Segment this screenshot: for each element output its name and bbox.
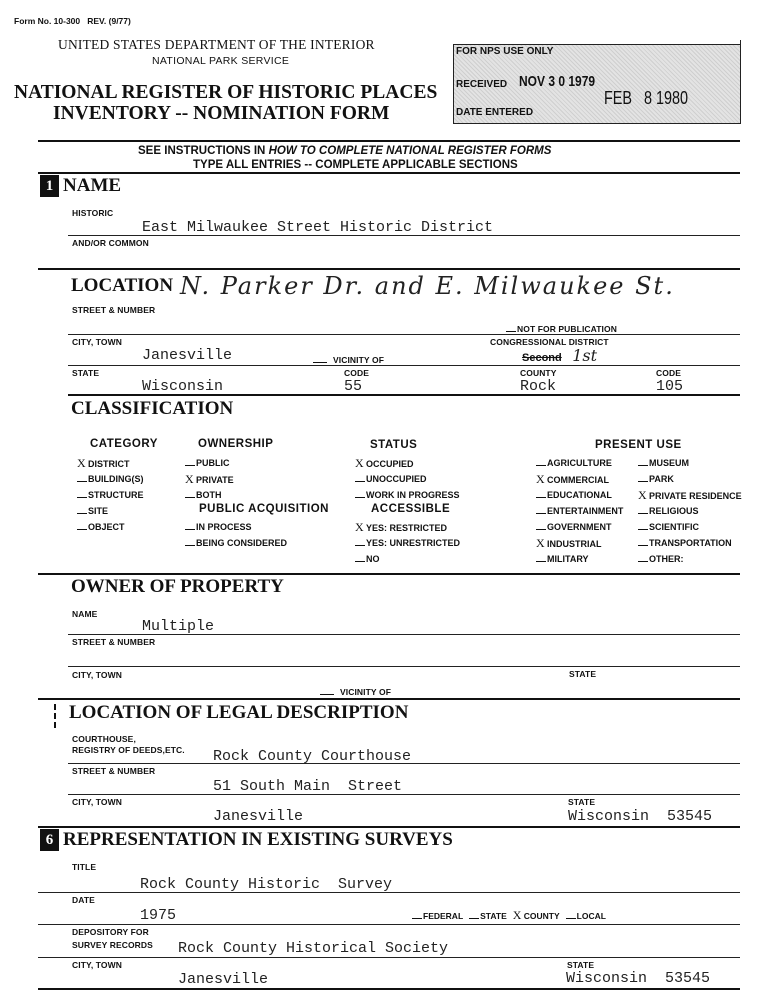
checkbox-blank xyxy=(638,473,648,482)
courthouse-field[interactable]: Rock County Courthouse xyxy=(213,748,412,765)
check-mark-icon: X xyxy=(355,520,364,534)
present-use-col2 xyxy=(638,455,742,567)
checkbox-blank xyxy=(313,354,327,363)
checkbox-blank xyxy=(320,686,334,695)
depository-field[interactable]: Rock County Historical Society xyxy=(178,940,449,957)
check-mark-icon: X xyxy=(355,456,364,470)
section-name-heading xyxy=(40,175,121,197)
county-label: COUNTY xyxy=(520,368,557,378)
status-heading: STATUS xyxy=(370,439,418,451)
accessible-options xyxy=(355,519,460,567)
checkbox-option[interactable] xyxy=(77,519,144,535)
section-marker xyxy=(54,704,56,728)
checkbox-option[interactable] xyxy=(536,471,623,487)
checkbox-option[interactable] xyxy=(536,535,623,551)
checkbox-option[interactable] xyxy=(513,907,560,923)
checkbox-option[interactable] xyxy=(185,519,287,535)
status-options xyxy=(355,455,460,503)
option-label: AGRICULTURE xyxy=(547,458,612,468)
checkbox-option[interactable] xyxy=(355,551,460,567)
checkbox-option[interactable] xyxy=(185,455,234,471)
option-label: RELIGIOUS xyxy=(649,506,699,516)
not-for-publication-label: NOT FOR PUBLICATION xyxy=(517,324,617,334)
congressional-district-label: CONGRESSIONAL DISTRICT xyxy=(490,337,609,347)
option-label: BEING CONSIDERED xyxy=(196,538,288,548)
option-label: BOTH xyxy=(196,490,222,500)
owner-city-label: CITY, TOWN xyxy=(72,670,122,680)
classification-section-title: CLASSIFICATION xyxy=(71,398,234,419)
state-label: STATE xyxy=(72,368,100,378)
option-label: DISTRICT xyxy=(88,459,130,469)
public-acquisition-heading: PUBLIC ACQUISITION xyxy=(199,503,329,515)
state-code-label: CODE xyxy=(344,368,369,378)
legal-state-field[interactable]: Wisconsin 53545 xyxy=(568,808,713,825)
checkbox-blank xyxy=(566,910,576,919)
form-title-line1: NATIONAL REGISTER OF HISTORIC PLACES xyxy=(14,82,438,103)
option-label: PUBLIC xyxy=(196,458,230,468)
divider xyxy=(38,988,740,990)
option-label: SITE xyxy=(88,506,109,516)
checkbox-option[interactable] xyxy=(638,551,742,567)
vicinity-option[interactable] xyxy=(313,354,384,365)
divider xyxy=(38,698,740,700)
checkbox-blank xyxy=(536,457,546,466)
section-number-badge: 6 xyxy=(40,829,59,851)
checkbox-option[interactable] xyxy=(536,487,623,503)
option-label: WORK IN PROGRESS xyxy=(366,490,460,500)
divider xyxy=(68,394,740,396)
form-number: Form No. 10-300 REV. (9/77) xyxy=(14,16,131,26)
instructions-prefix: SEE INSTRUCTIONS IN xyxy=(138,143,269,157)
county-code-label: CODE xyxy=(656,368,681,378)
checkbox-option[interactable] xyxy=(185,535,287,551)
street-number-label: STREET & NUMBER xyxy=(72,305,156,315)
checkbox-blank xyxy=(185,457,195,466)
divider xyxy=(38,172,740,174)
checkbox-option[interactable] xyxy=(638,487,742,503)
option-label: TRANSPORTATION xyxy=(649,538,732,548)
city-town-field[interactable]: Janesville xyxy=(142,347,233,364)
legal-city-label: CITY, TOWN xyxy=(72,797,122,807)
checkbox-blank xyxy=(412,910,422,919)
legal-street-label: STREET & NUMBER xyxy=(72,766,156,776)
instructions-line1 xyxy=(138,143,551,157)
checkbox-option[interactable] xyxy=(185,487,234,503)
ownership-heading: OWNERSHIP xyxy=(198,438,274,450)
owner-vicinity-option[interactable] xyxy=(320,686,391,697)
received-stamp: NOV 3 0 1979 xyxy=(519,73,596,90)
state-field[interactable]: Wisconsin xyxy=(142,378,224,395)
owner-state-label: STATE xyxy=(569,669,597,679)
instructions-book-title: HOW TO COMPLETE NATIONAL REGISTER FORMS xyxy=(268,143,552,157)
checkbox-blank xyxy=(77,521,87,530)
struck-district: Second xyxy=(522,352,562,364)
field-line xyxy=(68,763,740,764)
city-town-label: CITY, TOWN xyxy=(72,337,122,347)
field-line xyxy=(38,892,740,893)
checkbox-option[interactable] xyxy=(77,471,144,487)
checkbox-blank xyxy=(536,505,546,514)
option-label: MILITARY xyxy=(547,554,589,564)
survey-title-field[interactable]: Rock County Historic Survey xyxy=(140,876,393,893)
checkbox-option[interactable] xyxy=(77,487,144,503)
option-label: OTHER: xyxy=(649,554,684,564)
option-label: EDUCATIONAL xyxy=(547,490,612,500)
location-section-title: LOCATION xyxy=(71,275,174,296)
category-heading: CATEGORY xyxy=(90,438,158,450)
option-label: NO xyxy=(366,554,380,564)
checkbox-blank xyxy=(536,553,546,562)
option-label: SCIENTIFIC xyxy=(649,522,700,532)
check-mark-icon: X xyxy=(512,908,522,922)
option-label: FEDERAL xyxy=(423,911,464,921)
checkbox-option[interactable] xyxy=(412,908,463,924)
received-label: RECEIVED xyxy=(456,79,508,90)
survey-city-field[interactable]: Janesville xyxy=(178,971,269,988)
checkbox-blank xyxy=(185,537,195,546)
checkbox-blank xyxy=(638,537,648,546)
checkbox-option[interactable] xyxy=(355,535,460,551)
checkbox-option[interactable] xyxy=(638,535,742,551)
legal-state-label: STATE xyxy=(568,797,596,807)
congressional-district-field[interactable] xyxy=(522,346,597,366)
survey-state-field[interactable]: Wisconsin 53545 xyxy=(566,970,711,987)
state-code-field[interactable]: 55 xyxy=(344,378,363,395)
checkbox-blank xyxy=(536,489,546,498)
survey-date-label: DATE xyxy=(72,895,95,905)
survey-state-label: STATE xyxy=(567,960,595,970)
field-line xyxy=(38,957,740,958)
checkbox-blank xyxy=(536,521,546,530)
owner-street-label: STREET & NUMBER xyxy=(72,637,156,647)
check-mark-icon: X xyxy=(638,488,647,502)
checkbox-blank xyxy=(355,489,365,498)
option-label: ENTERTAINMENT xyxy=(547,506,624,516)
checkbox-option[interactable] xyxy=(355,519,460,535)
checkbox-option[interactable] xyxy=(355,487,460,503)
present-use-col1 xyxy=(536,455,623,567)
not-for-publication-option[interactable] xyxy=(506,323,617,334)
nps-box-right-edge xyxy=(740,40,741,124)
option-label: COUNTY xyxy=(523,911,560,921)
field-line xyxy=(68,634,740,635)
section-number-badge: 1 xyxy=(40,175,59,197)
checkbox-option[interactable] xyxy=(638,503,742,519)
option-label: OBJECT xyxy=(88,522,125,532)
district-handwritten: 1st xyxy=(572,346,598,365)
option-label: PRIVATE RESIDENCE xyxy=(649,491,742,501)
option-label: GOVERNMENT xyxy=(547,522,612,532)
section-title: REPRESENTATION IN EXISTING SURVEYS xyxy=(63,829,453,850)
present-use-heading: PRESENT USE xyxy=(595,439,682,451)
checkbox-blank xyxy=(77,489,87,498)
public-acquisition-options xyxy=(185,519,287,551)
county-code-field[interactable]: 105 xyxy=(656,378,684,395)
option-label: STRUCTURE xyxy=(88,490,144,500)
checkbox-option[interactable] xyxy=(536,503,623,519)
survey-city-label: CITY, TOWN xyxy=(72,960,122,970)
form-title-line2: INVENTORY -- NOMINATION FORM xyxy=(53,103,390,124)
option-label: PARK xyxy=(649,474,674,484)
checkbox-option[interactable] xyxy=(536,455,623,471)
checkbox-blank xyxy=(185,489,195,498)
field-line xyxy=(68,794,740,795)
checkbox-blank xyxy=(355,473,365,482)
checkbox-option[interactable] xyxy=(638,519,742,535)
date-entered-label: DATE ENTERED xyxy=(456,107,534,118)
option-label: COMMERCIAL xyxy=(547,475,609,485)
department-name: UNITED STATES DEPARTMENT OF THE INTERIOR xyxy=(58,37,375,52)
checkbox-blank xyxy=(638,505,648,514)
divider xyxy=(38,140,740,142)
instructions-line2: TYPE ALL ENTRIES -- COMPLETE APPLICABLE SECTIONS xyxy=(193,157,518,171)
checkbox-option[interactable] xyxy=(469,908,507,924)
divider xyxy=(38,573,740,575)
checkbox-option[interactable] xyxy=(638,455,742,471)
survey-title-label: TITLE xyxy=(72,862,97,872)
checkbox-blank xyxy=(506,323,516,332)
owner-vicinity-label: VICINITY OF xyxy=(340,687,392,697)
check-mark-icon: X xyxy=(536,472,545,486)
checkbox-option[interactable] xyxy=(185,471,234,487)
checkbox-blank xyxy=(77,473,87,482)
depository-label-1: DEPOSITORY FOR xyxy=(72,927,149,937)
checkbox-blank xyxy=(638,553,648,562)
category-options xyxy=(77,455,144,535)
entered-stamp: FEB 8 1980 xyxy=(604,88,689,108)
courthouse-label-1: COURTHOUSE, xyxy=(72,734,136,744)
checkbox-blank xyxy=(77,505,87,514)
checkbox-option[interactable] xyxy=(355,455,460,471)
checkbox-blank xyxy=(355,553,365,562)
field-line xyxy=(68,365,740,366)
checkbox-option[interactable] xyxy=(638,471,742,487)
survey-level-options xyxy=(412,906,612,924)
option-label: UNOCCUPIED xyxy=(366,474,427,484)
checkbox-blank xyxy=(638,457,648,466)
check-mark-icon: X xyxy=(536,536,545,550)
checkbox-blank xyxy=(638,521,648,530)
option-label: INDUSTRIAL xyxy=(547,539,602,549)
county-field[interactable]: Rock xyxy=(520,378,557,395)
checkbox-blank xyxy=(185,521,195,530)
option-label: BUILDING(S) xyxy=(88,474,144,484)
check-mark-icon: X xyxy=(185,472,194,486)
option-label: YES: UNRESTRICTED xyxy=(366,538,461,548)
historic-label: HISTORIC xyxy=(72,208,114,218)
option-label: IN PROCESS xyxy=(196,522,252,532)
historic-name-field[interactable]: East Milwaukee Street Historic District xyxy=(142,219,494,236)
courthouse-label-2: REGISTRY OF DEEDS,ETC. xyxy=(72,745,185,755)
option-label: MUSEUM xyxy=(649,458,689,468)
legal-city-field[interactable]: Janesville xyxy=(213,808,304,825)
option-label: LOCAL xyxy=(576,911,606,921)
ownership-options xyxy=(185,455,234,503)
checkbox-option[interactable] xyxy=(355,471,460,487)
owner-name-label: NAME xyxy=(72,609,98,619)
checkbox-blank xyxy=(469,910,479,919)
checkbox-option[interactable] xyxy=(77,455,144,471)
street-number-field[interactable]: N. Parker Dr. and E. Milwaukee St. xyxy=(180,272,675,300)
section-title: NAME xyxy=(63,175,122,196)
option-label: YES: RESTRICTED xyxy=(366,523,448,533)
accessible-heading: ACCESSIBLE xyxy=(371,503,451,515)
common-name-label: AND/OR COMMON xyxy=(72,238,149,248)
field-line xyxy=(68,334,740,335)
divider xyxy=(38,268,740,270)
nps-box-heading: FOR NPS USE ONLY xyxy=(456,46,554,57)
checkbox-blank xyxy=(355,537,365,546)
divider xyxy=(38,826,740,828)
vicinity-label: VICINITY OF xyxy=(333,355,385,365)
field-line xyxy=(68,235,740,236)
legal-section-title: LOCATION OF LEGAL DESCRIPTION xyxy=(69,702,409,723)
check-mark-icon: X xyxy=(77,456,86,470)
owner-section-title: OWNER OF PROPERTY xyxy=(71,576,284,597)
option-label: OCCUPIED xyxy=(366,459,414,469)
field-line xyxy=(38,924,740,925)
section-survey-heading xyxy=(40,829,453,851)
option-label: PRIVATE xyxy=(196,475,234,485)
option-label: STATE xyxy=(480,911,507,921)
legal-street-field[interactable]: 51 South Main Street xyxy=(213,778,403,795)
checkbox-option[interactable] xyxy=(536,519,623,535)
owner-name-field[interactable]: Multiple xyxy=(142,618,215,635)
checkbox-option[interactable] xyxy=(536,551,623,567)
field-line xyxy=(68,666,740,667)
depository-label-2: SURVEY RECORDS xyxy=(72,940,153,950)
checkbox-option[interactable] xyxy=(566,908,606,924)
survey-date-field[interactable]: 1975 xyxy=(140,907,177,924)
service-name: NATIONAL PARK SERVICE xyxy=(152,55,290,67)
checkbox-option[interactable] xyxy=(77,503,144,519)
